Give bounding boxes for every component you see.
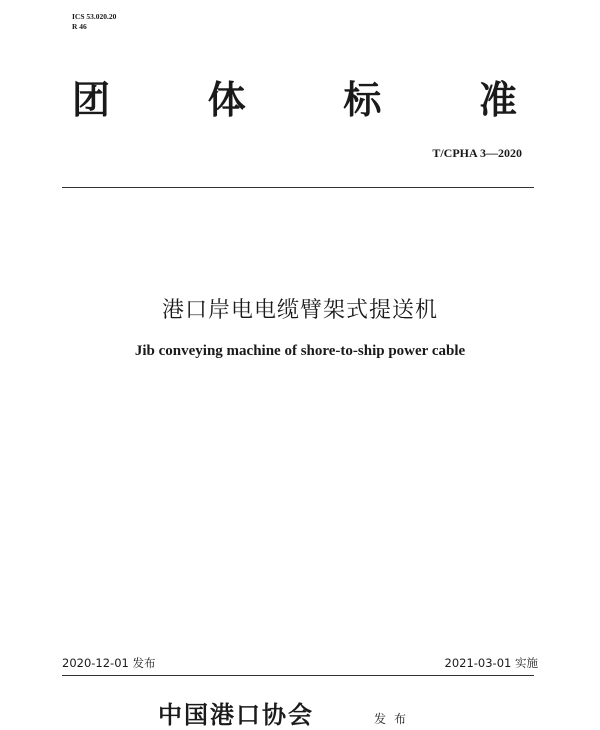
standard-type-char: 标 — [343, 77, 382, 122]
standard-number: T/CPHA 3—2020 — [432, 146, 522, 160]
standard-type-char: 团 — [72, 77, 111, 122]
standard-type-heading — [72, 78, 517, 122]
implementation-date: 2021-03-01 实施 — [444, 656, 538, 670]
standard-type-char: 准 — [478, 77, 517, 122]
top-divider — [62, 187, 534, 188]
ccs-code: R 46 — [72, 22, 87, 31]
ics-code: ICS 53.020.20 — [72, 12, 117, 21]
publish-label: 发布 — [374, 712, 415, 726]
issue-date: 2020-12-01 发布 — [62, 656, 156, 670]
standard-type-char: 体 — [207, 77, 246, 122]
publisher-name: 中国港口协会 — [158, 700, 314, 729]
classification-codes — [72, 12, 116, 32]
title-english: Jib conveying machine of shore-to-ship power cable — [134, 343, 466, 359]
title-chinese: 港口岸电电缆臂架式提送机 — [161, 298, 438, 323]
bottom-divider — [62, 675, 534, 676]
